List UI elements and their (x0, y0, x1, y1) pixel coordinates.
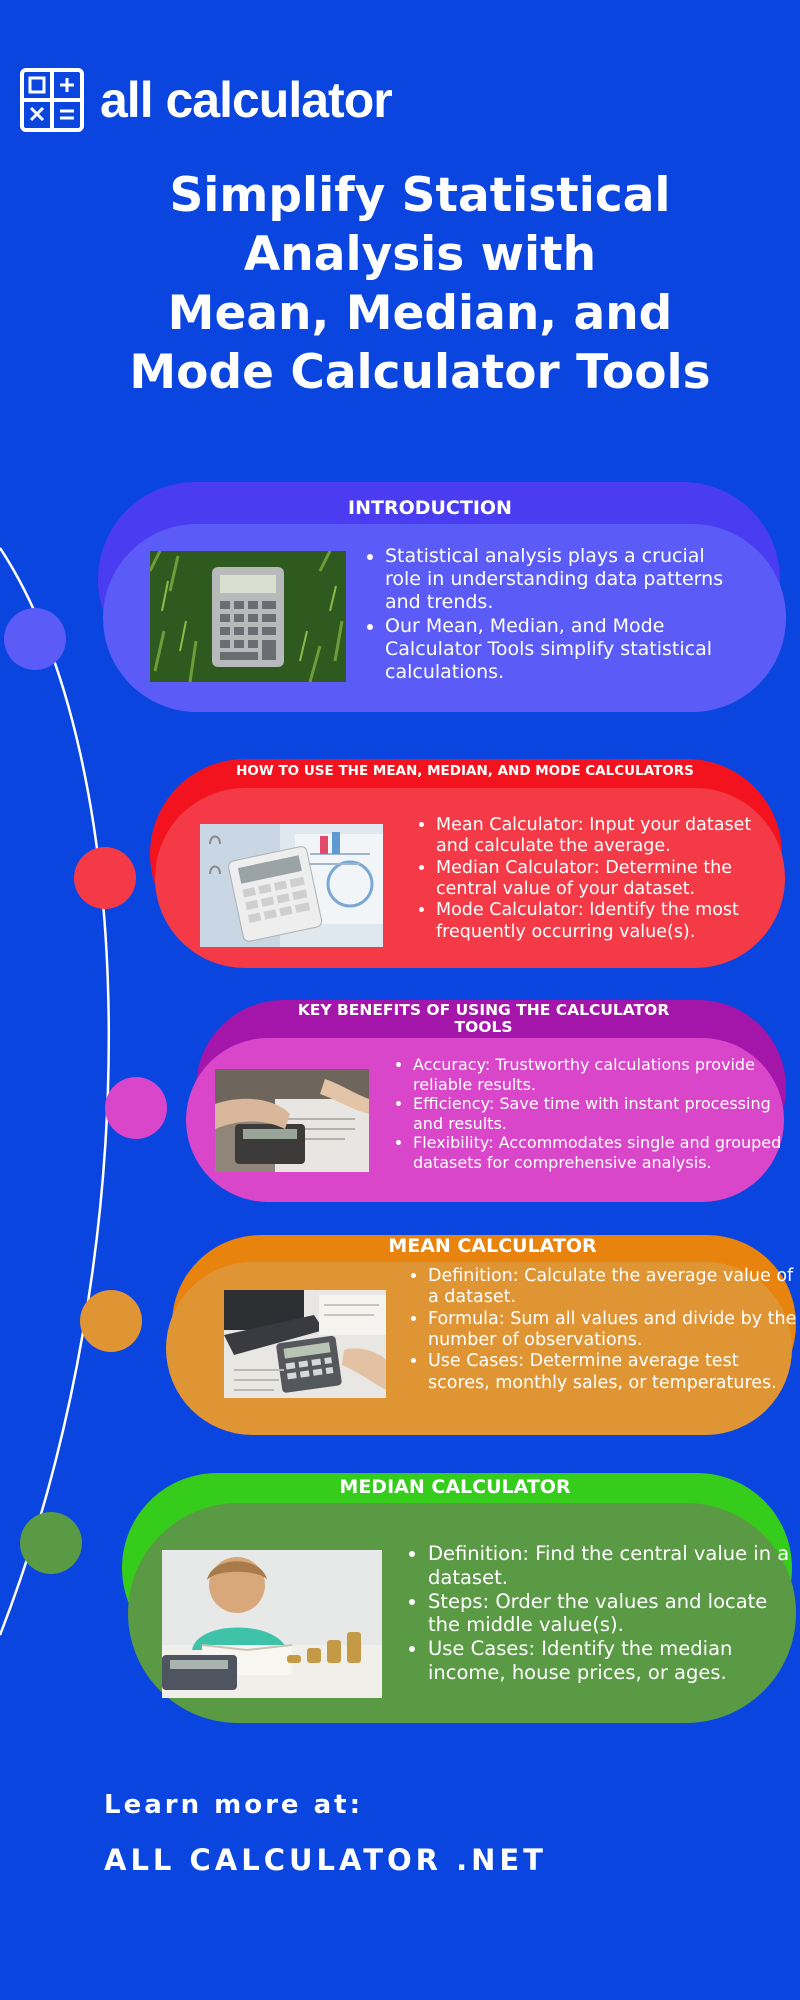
section-heading: MEAN CALCULATOR (388, 1235, 597, 1257)
list-item: • Definition: Calculate the average value of a dataset. (428, 1266, 798, 1309)
site-link[interactable]: ALL CALCULATOR .NET (104, 1843, 547, 1877)
laptop-and-calculator-photo (224, 1290, 386, 1398)
list-item: • Our Mean, Median, and Mode Calculator Tools simplify statistical calculations. (385, 615, 745, 685)
brand-name: all calculator (100, 72, 392, 128)
timeline-dot (80, 1290, 142, 1352)
section-heading: KEY BENEFITS OF USING THE CALCULATOR TOOLS (297, 1001, 670, 1037)
section-heading: HOW TO USE THE MEAN, MEDIAN, AND MODE CALCULATORS (236, 763, 694, 779)
list-item: • Flexibility: Accommodates single and grouped datasets for comprehensive analysis. (413, 1133, 788, 1172)
list-item: • Steps: Order the values and locate the middle value(s). (428, 1590, 793, 1638)
section-heading: INTRODUCTION (348, 497, 512, 519)
list-item: • Efficiency: Save time with instant processing and results. (413, 1094, 788, 1133)
learn-more-label: Learn more at: (104, 1790, 363, 1820)
list-item: • Use Cases: Determine average test scores, monthly sales, or temperatures. (428, 1351, 798, 1394)
section-heading: MEDIAN CALCULATOR (339, 1476, 571, 1498)
hands-on-calculator-photo (215, 1069, 369, 1172)
title-line: Simplify Statistical (169, 168, 671, 223)
bullet-list (408, 1542, 793, 1685)
timeline-dot (74, 847, 136, 909)
timeline-dot (4, 608, 66, 670)
list-item: • Use Cases: Identify the median income, house prices, or ages. (428, 1637, 793, 1685)
timeline-dot (105, 1077, 167, 1139)
list-item: • Statistical analysis plays a crucial role in understanding data patterns and trends. (385, 545, 745, 615)
title-line: Analysis with (243, 227, 597, 282)
child-counting-coins-photo (162, 1550, 382, 1698)
title-line: Mode Calculator Tools (129, 345, 711, 400)
list-item: • Accuracy: Trustworthy calculations provide reliable results. (413, 1055, 788, 1094)
list-item: • Median Calculator: Determine the central value of your dataset. (436, 858, 776, 901)
list-item: • Mean Calculator: Input your dataset and calculate the average. (436, 815, 776, 858)
title-line: Mean, Median, and (167, 286, 673, 341)
timeline-dot (20, 1512, 82, 1574)
list-item: • Formula: Sum all values and divide by the number of observations. (428, 1309, 798, 1352)
list-item: • Definition: Find the central value in a dataset. (428, 1542, 793, 1590)
calculator-on-grass-photo (150, 551, 346, 682)
bullet-list (416, 815, 776, 943)
bullet-list (408, 1266, 798, 1394)
bullet-list (393, 1055, 788, 1172)
calculator-on-binder-photo (200, 824, 383, 947)
bullet-list (365, 545, 745, 684)
list-item: • Mode Calculator: Identify the most frequently occurring value(s). (436, 900, 776, 943)
